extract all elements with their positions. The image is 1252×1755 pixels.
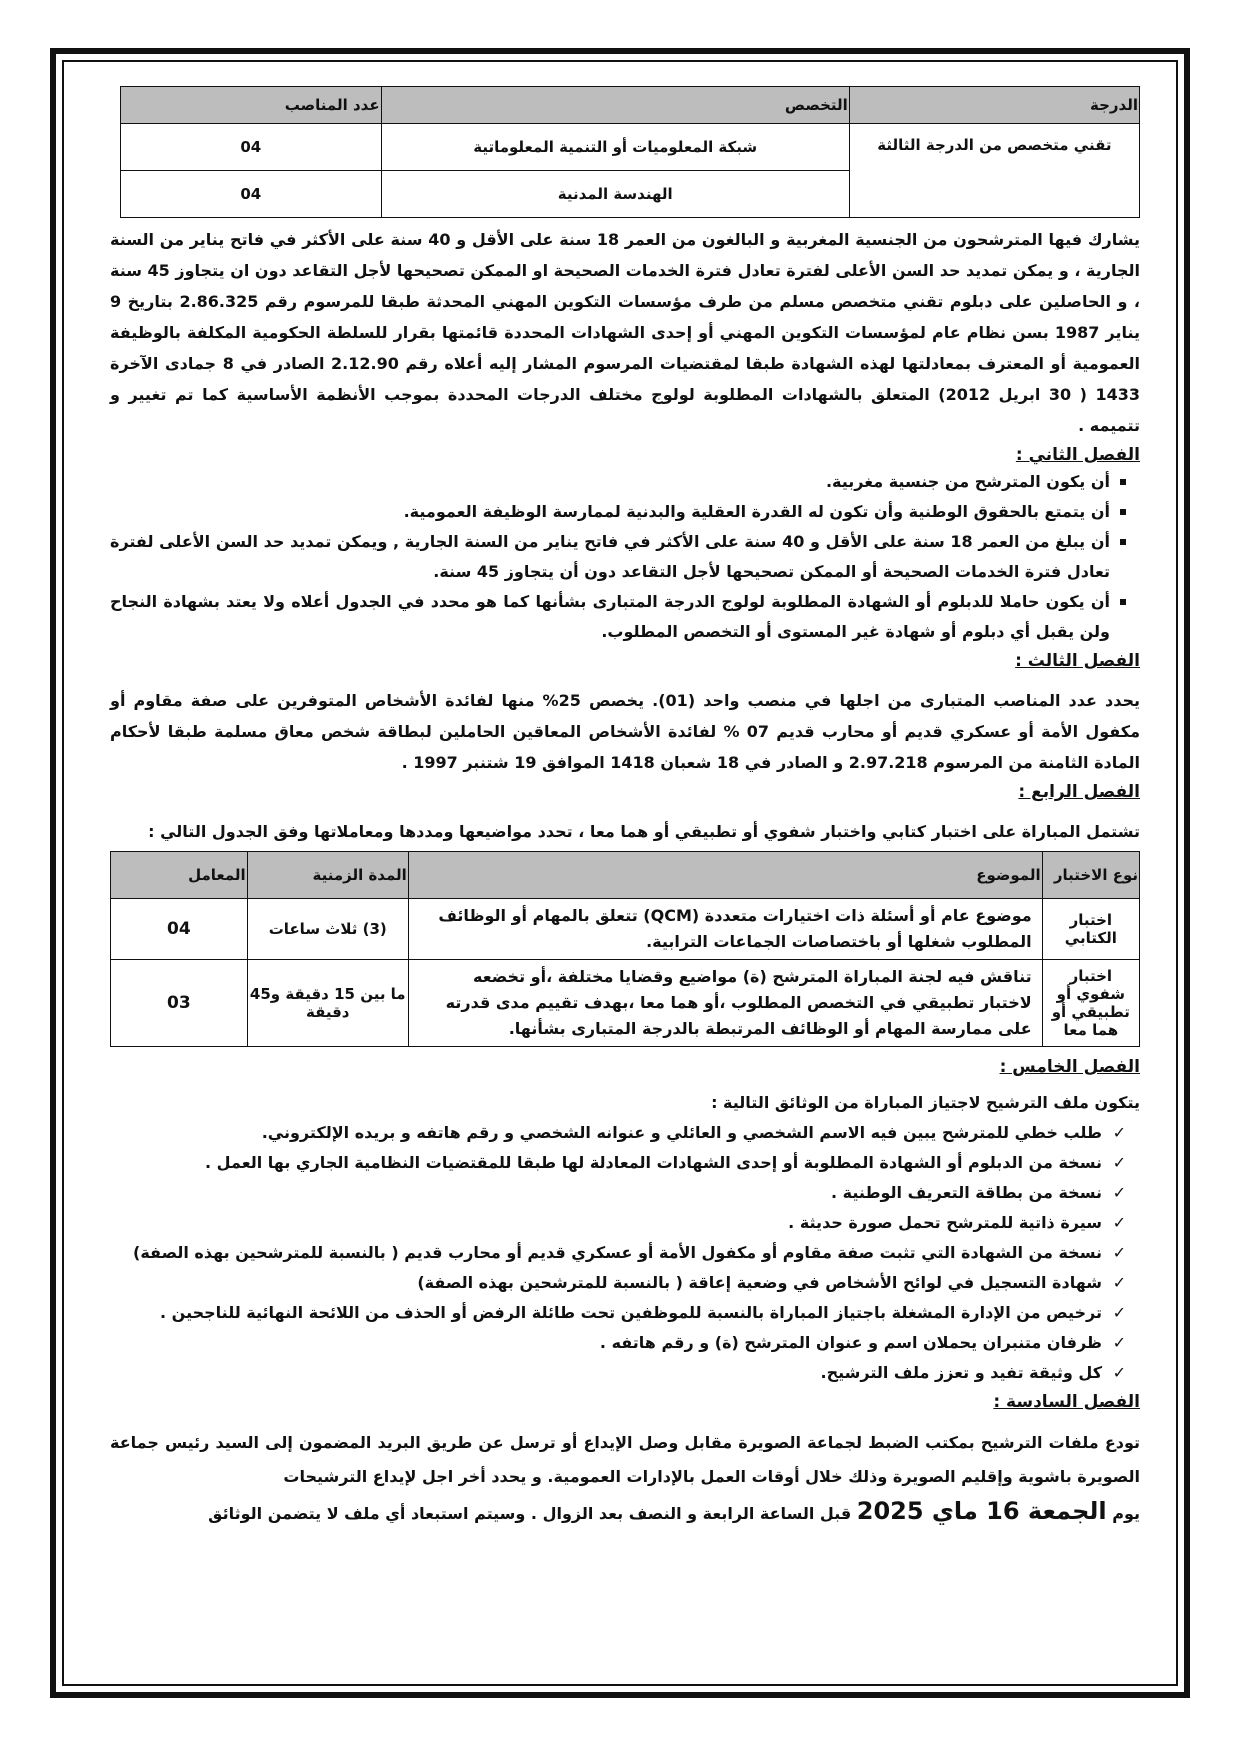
list-item	[110, 1328, 1126, 1358]
exam-type-cell: اختبار الكتابي	[1042, 899, 1139, 960]
list-item-text: نسخة من بطاقة التعريف الوطنية .	[831, 1183, 1102, 1202]
check-icon: ✓	[1112, 1213, 1126, 1232]
check-icon: ✓	[1112, 1333, 1126, 1352]
list-item: أن يبلغ من العمر 18 سنة على الأقل و 40 سنة على الأكثر في فاتح يناير من السنة الجارية , ويمكن تمديد حد السن الأعلى لفترة تعادل فترة الخدمات الصحيحة أو الممكن تصحيحها لأجل التقاعد دون أن يتجاوز 45 سنة.	[110, 527, 1126, 587]
list-item-text: شهادة التسجيل في لوائح الأشخاص في وضعية إعاقة ( بالنسبة للمترشحين بهذه الصفة)	[417, 1273, 1102, 1292]
header-exam-type: نوع الاختبار	[1042, 852, 1139, 899]
exam-type-cell: اختبار شفوي أو تطبيقي أو هما معا	[1042, 960, 1139, 1047]
section2-heading: الفصل الثاني :	[1015, 445, 1140, 465]
section4-heading: الفصل الرابع :	[1018, 782, 1140, 802]
specialty-cell: شبكة المعلوميات أو التنمية المعلوماتية	[381, 124, 849, 171]
list-item	[110, 1358, 1126, 1388]
list-item-text: ترخيص من الإدارة المشغلة باجتياز المباراة بالنسبة للموظفين تحت طائلة الرفض أو الحذف من اللائحة النهائية للناجحين .	[160, 1303, 1102, 1322]
list-item-text: كل وثيقة تفيد و تعزز ملف الترشيح.	[820, 1363, 1102, 1382]
section6-heading: الفصل السادسة :	[993, 1392, 1140, 1412]
exam-subject-cell: موضوع عام أو أسئلة ذات اختيارات متعددة (QCM) تتعلق بالمهام أو الوظائف المطلوب شغلها أو باختصاصات الجماعات الترابية.	[408, 899, 1042, 960]
deadline-line	[110, 1494, 1140, 1531]
deadline-date: الجمعة 16 ماي 2025	[856, 1497, 1107, 1525]
header-count: عدد المناصب	[121, 87, 382, 124]
section6-text: تودع ملفات الترشيح بمكتب الضبط لجماعة الصويرة مقابل وصل الإيداع أو ترسل عن طريق البريد المضمون إلى السيد رئيس جماعة الصويرة باشوية وإقليم الصويرة وذلك خلال أوقات العمل بالإدارات العمومية. و يحدد أخر اجل لإيداع الترشيحات	[110, 1433, 1140, 1486]
specialty-cell: الهندسة المدنية	[381, 171, 849, 218]
section3-heading: الفصل الثالث :	[1015, 651, 1140, 671]
list-item	[110, 1238, 1126, 1268]
check-icon: ✓	[1112, 1243, 1126, 1262]
section4-text: تشتمل المباراة على اختبار كتابي واختبار شفوي أو تطبيقي أو هما معا ، تحدد مواضيعها ومددها ومعاملاتها وفق الجدول التالي :	[148, 822, 1140, 841]
list-item-text: سيرة ذاتية للمترشح تحمل صورة حديثة .	[788, 1213, 1102, 1232]
exam-table	[110, 851, 1140, 1047]
list-item-text: ظرفان متنبران يحملان اسم و عنوان المترشح (ة) و رقم هاتفه .	[599, 1333, 1102, 1352]
list-item	[110, 1148, 1126, 1178]
section2-list	[110, 467, 1140, 647]
list-item	[110, 1208, 1126, 1238]
section5-intro: يتكون ملف الترشيح لاجتياز المباراة من الوثائق التالية :	[711, 1093, 1140, 1112]
header-specialty: التخصص	[381, 87, 849, 124]
documents-list	[110, 1118, 1140, 1388]
list-item: أن يكون المترشح من جنسية مغربية.	[110, 467, 1126, 497]
list-item	[110, 1118, 1126, 1148]
header-subject: الموضوع	[408, 852, 1042, 899]
list-item-text: طلب خطي للمترشح يبين فيه الاسم الشخصي و العائلي و عنوانه الشخصي و رقم هاتفه و بريده الإلكتروني.	[261, 1123, 1102, 1142]
check-icon: ✓	[1112, 1183, 1126, 1202]
header-coefficient: المعامل	[111, 852, 248, 899]
positions-table	[120, 86, 1140, 218]
count-cell: 04	[121, 171, 382, 218]
check-icon: ✓	[1112, 1123, 1126, 1142]
table-row	[111, 899, 1140, 960]
exam-coefficient-cell: 03	[111, 960, 248, 1047]
exam-duration-cell: (3) ثلاث ساعات	[247, 899, 408, 960]
positions-table-header	[121, 87, 1140, 124]
list-item	[110, 1178, 1126, 1208]
list-item: أن يتمتع بالحقوق الوطنية وأن تكون له القدرة العقلية والبدنية لممارسة الوظيفة العمومية.	[110, 497, 1126, 527]
deadline-prefix: يوم	[1112, 1504, 1140, 1523]
section5-heading: الفصل الخامس :	[999, 1057, 1140, 1077]
table-row	[121, 124, 1140, 171]
exam-subject-cell: تناقش فيه لجنة المباراة المترشح (ة) مواضيع وقضايا مختلفة ،أو تخضعه لاختبار تطبيقي في التخصص المطلوب ،أو هما معا ،بهدف تقييم مدى قدرته على ممارسة المهام أو الوظائف المرتبطة بالدرجة المتبارى بشأنها.	[408, 960, 1042, 1047]
exam-table-header	[111, 852, 1140, 899]
section3-text: يحدد عدد المناصب المتبارى من اجلها في منصب واحد (01). يخصص 25% منها لفائدة الأشخاص المتوفرين على صفة مقاوم أو مكفول الأمة أو عسكري قديم أو محارب قديم 07 % لفائدة الأشخاص المعاقين الحاملين لبطاقة شخص معاق مسلمة طبقا لأحكام المادة الثامنة من المرسوم 2.97.218 و الصادر في 18 شعبان 1418 الموافق 19 شتنبر 1997 .	[110, 691, 1141, 772]
document-page	[110, 86, 1140, 1531]
check-icon: ✓	[1112, 1303, 1126, 1322]
grade-cell: تقني متخصص من الدرجة الثالثة	[849, 124, 1139, 218]
exam-duration-cell: ما بين 15 دقيقة و45 دقيقة	[247, 960, 408, 1047]
list-item-text: نسخة من الدبلوم أو الشهادة المطلوبة أو إحدى الشهادات المعادلة لها طبقا للمقتضيات النظامية الجاري بها العمل .	[205, 1153, 1102, 1172]
list-item: أن يكون حاملا للدبلوم أو الشهادة المطلوبة لولوج الدرجة المتبارى بشأنها كما هو محدد في الجدول أعلاه ولا يعتد بشهادة النجاح ولن يقبل أي دبلوم أو شهادة غير المستوى أو التخصص المطلوب.	[110, 587, 1126, 647]
intro-paragraph: يشارك فيها المترشحون من الجنسية المغربية و البالغون من العمر 18 سنة على الأقل و 40 سنة على الأكثر في فاتح يناير من السنة الجارية ، و يمكن تمديد حد السن الأعلى لفترة تعادل فترة الخدمات الصحيحة او الممكن تصحيحها لأجل التقاعد دون ان يتجاوز 45 سنة ، و الحاصلين على دبلوم تقني متخصص مسلم من طرف مؤسسات التكوين المهني المحدثة طبقا للمرسوم رقم 2.86.325 بتاريخ 9 يناير 1987 بسن نظام عام لمؤسسات التكوين المهني أو إحدى الشهادات المحددة قائمتها بقرار للسلطة الحكومية المكلفة بالوظيفة العمومية أو المعترف بمعادلتها لهذه الشهادة طبقا لمقتضيات المرسوم المشار إليه أعلاه رقم 2.12.90 الصادر في 8 جمادى الآخرة 1433 ( 30 ابريل 2012) المتعلق بالشهادات المطلوبة لولوج مختلف الدرجات المحددة بموجب الأنظمة الأساسية كما تم تغيير و تتميمه .	[110, 230, 1141, 435]
list-item	[110, 1298, 1126, 1328]
list-item-text: نسخة من الشهادة التي تثبت صفة مقاوم أو مكفول الأمة أو عسكري قديم أو محارب قديم ( بالنسبة للمترشحين بهذه الصفة)	[133, 1243, 1102, 1262]
list-item	[110, 1268, 1126, 1298]
count-cell: 04	[121, 124, 382, 171]
check-icon: ✓	[1112, 1153, 1126, 1172]
exam-coefficient-cell: 04	[111, 899, 248, 960]
check-icon: ✓	[1112, 1273, 1126, 1292]
header-grade: الدرجة	[849, 87, 1139, 124]
table-row	[111, 960, 1140, 1047]
deadline-suffix: قبل الساعة الرابعة و النصف بعد الزوال . وسيتم استبعاد أي ملف لا يتضمن الوثائق	[208, 1504, 852, 1523]
header-duration: المدة الزمنية	[247, 852, 408, 899]
check-icon: ✓	[1112, 1363, 1126, 1382]
